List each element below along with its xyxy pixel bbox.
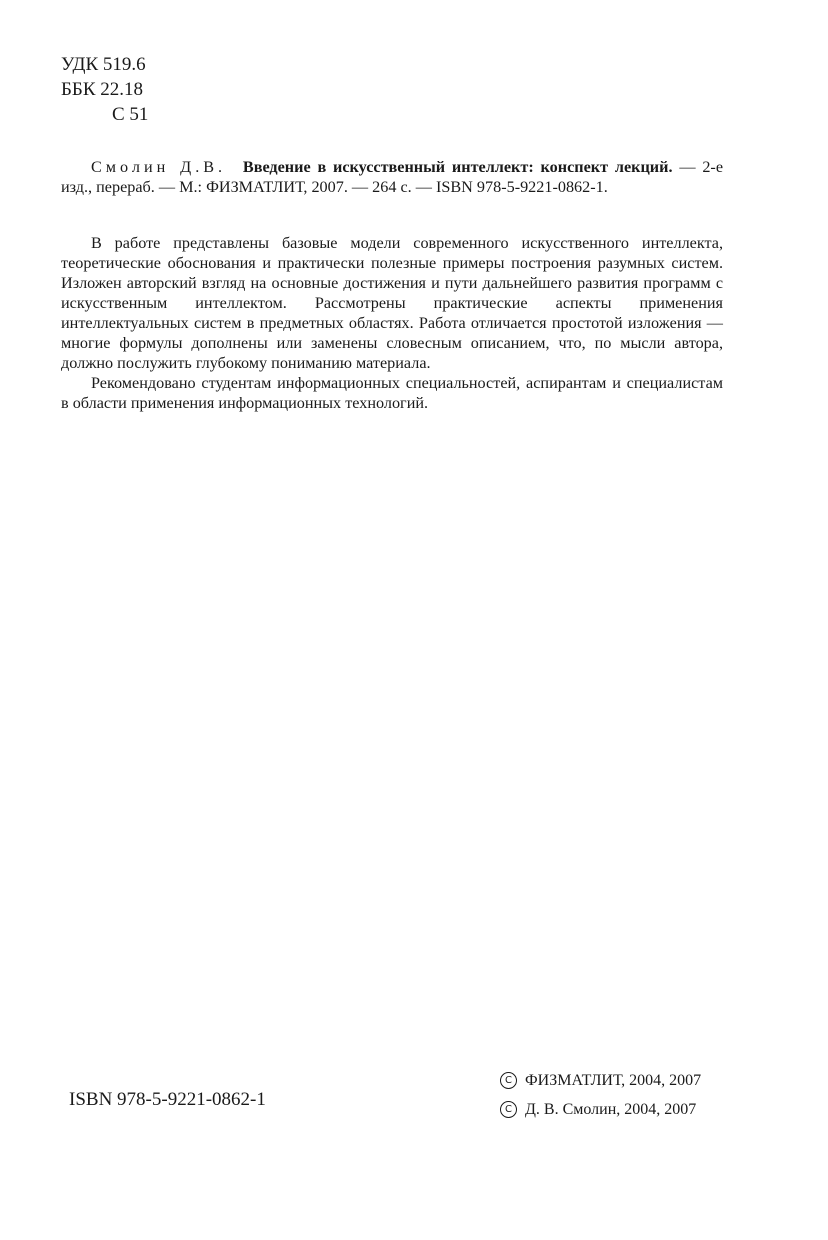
copyright-publisher-text: ФИЗМАТЛИТ, 2004, 2007 xyxy=(525,1072,702,1089)
abstract-paragraph: В работе представлены базовые модели современного искусственного интеллекта, теоретические обоснования и практически полезные примеры построения разумных систем. Изложен авторский взгляд на основные достижения и пути дальнейшего развития программ с искусственным интеллектом. Рассмотрены практические аспекты применения интеллектуальных систем в предметных областях. Работа отличается простотой изложения — многие формулы дополнены или заменены словесным описанием, что, по мысли автора, должно послужить глубокому пониманию материала. xyxy=(61,234,723,372)
author-mark: С 51 xyxy=(112,104,149,125)
bbk-code: ББК 22.18 xyxy=(61,79,143,100)
copyright-author xyxy=(500,1095,701,1124)
citation-author: Смолин Д.В. xyxy=(91,158,227,176)
copyright-icon: C xyxy=(500,1101,517,1118)
copyright-publisher xyxy=(500,1066,701,1095)
copyright-icon: C xyxy=(500,1072,517,1089)
abstract xyxy=(61,233,723,413)
bibliographic-citation xyxy=(61,157,723,197)
citation-details: — 2-е изд., перераб. — М.: ФИЗМАТЛИТ, 2007. — 264 с. — ISBN 978-5-9221-0862-1. xyxy=(61,158,724,196)
copyright-block xyxy=(500,1066,701,1124)
recommendation-paragraph: Рекомендовано студентам информационных специальностей, аспирантам и специалистам в области применения информационных технологий. xyxy=(61,374,723,412)
classification-codes xyxy=(61,52,148,127)
udk-code: УДК 519.6 xyxy=(61,54,146,75)
isbn: ISBN 978-5-9221-0862-1 xyxy=(69,1089,266,1110)
citation-title: Введение в искусственный интеллект: конспект лекций. xyxy=(242,158,673,176)
copyright-author-text: Д. В. Смолин, 2004, 2007 xyxy=(525,1101,697,1118)
